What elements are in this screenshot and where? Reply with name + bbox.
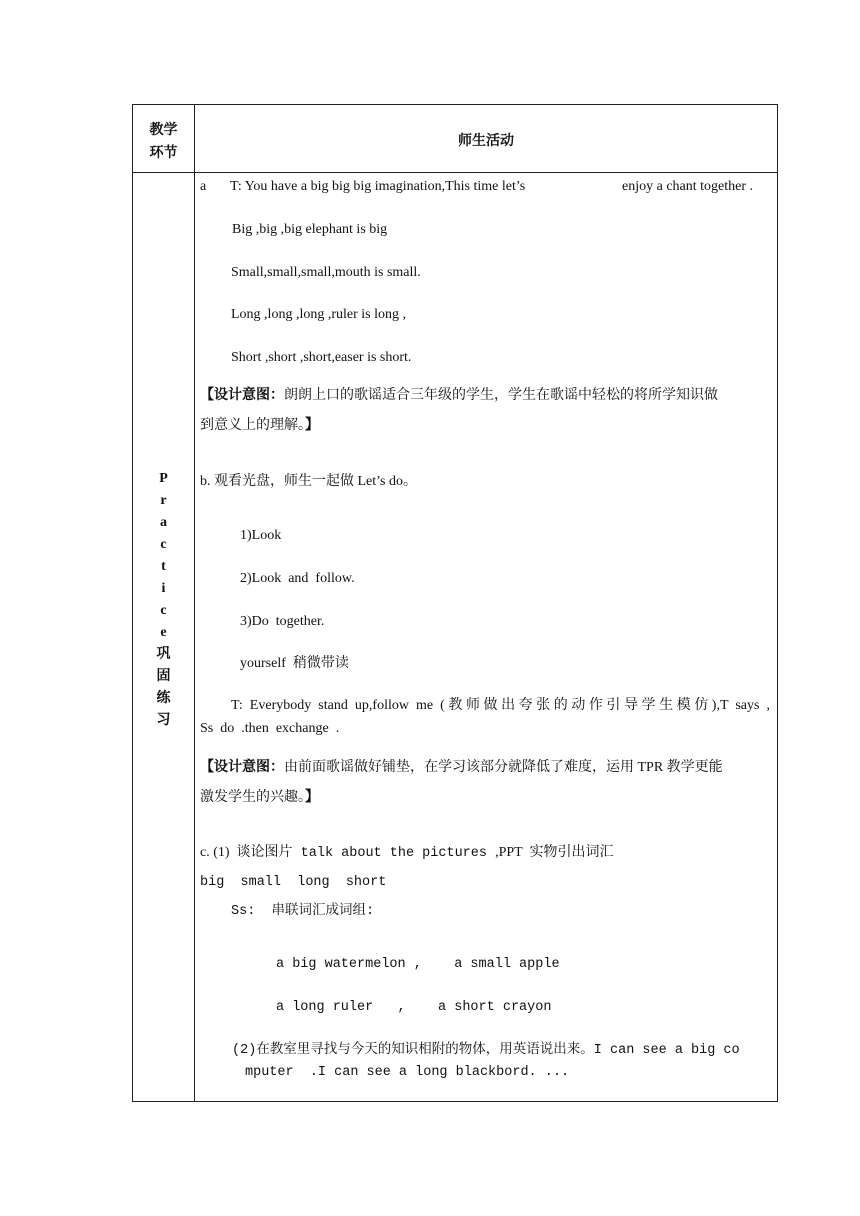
design-intent-1-text-end: 到意义上的理解。 (200, 418, 305, 433)
teacher-instruction-line-1: T: Everybody stand up,follow me (教师做出夸张的动作引导学生模仿),T says , (231, 698, 770, 713)
section-label-char: c (160, 603, 167, 618)
item-c1-line (200, 844, 613, 863)
header-teaching-stage-line-1: 教学 (149, 123, 178, 138)
design-intent-1-line-2 (200, 417, 319, 435)
teacher-instruction-line-2: Ss do .then exchange . (200, 721, 340, 736)
design-intent-1-line-1 (200, 387, 770, 405)
header-row-divider (133, 172, 777, 173)
section-label-char: e (160, 625, 167, 640)
section-label-char: i (161, 581, 166, 596)
item-c1-suffix: ,PPT 实物引出词汇 (495, 845, 614, 860)
vocabulary-words: big small long short (200, 875, 387, 890)
chant-line: Short ,short ,short,easer is short. (231, 350, 412, 365)
design-intent-1-close: 】 (305, 418, 319, 433)
section-label-char: a (160, 515, 167, 530)
design-intent-2-text: 由前面歌谣做好铺垫，在学习该部分就降低了难度，运用 TPR 教学更能 (284, 760, 723, 775)
item-c1-prefix: c. (1) 谈论图片 (200, 845, 293, 860)
section-label-char: t (161, 559, 166, 574)
section-label-char: P (159, 471, 168, 486)
item-a-text-end: enjoy a chant together . (622, 179, 754, 194)
step-line: 1)Look (240, 528, 282, 543)
section-label-practice (133, 468, 194, 732)
step-line: 3)Do together. (240, 614, 325, 629)
chant-line: Small,small,small,mouth is small. (231, 265, 421, 280)
design-intent-2-close: 】 (305, 790, 319, 805)
item-b-line: b. 观看光盘，师生一起做 Let’s do。 (200, 474, 417, 489)
lesson-table (132, 104, 778, 1102)
item-c2-line-1: (2)在教室里寻找与今天的知识相附的物体，用英语说出来。I can see a big co (232, 1043, 740, 1058)
item-a-text: T: You have a big big big imagination,This time let’s (230, 179, 526, 194)
section-label-char: r (160, 493, 167, 508)
section-label-char: 固 (156, 669, 171, 684)
step-line: 2)Look and follow. (240, 571, 355, 586)
section-label-char: c (160, 537, 167, 552)
header-teaching-stage-line-2: 环节 (149, 146, 178, 161)
design-intent-2-line-2 (200, 789, 319, 807)
header-activities: 师生活动 (458, 134, 514, 149)
item-c1-mono: talk about the pictures (292, 846, 496, 861)
design-intent-1-label: 【设计意图： (200, 388, 284, 403)
ss-instruction: Ss: 串联词汇成词组: (231, 904, 375, 919)
section-label-char: 巩 (156, 647, 171, 662)
section-label-char: 习 (156, 713, 171, 728)
item-c2-line-2: mputer .I can see a long blackbord. ... (245, 1065, 570, 1080)
design-intent-2-line-1 (200, 759, 723, 777)
design-intent-2-text-end: 激发学生的兴趣。 (200, 790, 305, 805)
header-teaching-stage (133, 119, 194, 165)
step-line: yourself 稍微带读 (240, 656, 349, 671)
chant-line: Long ,long ,long ,ruler is long , (231, 307, 406, 322)
design-intent-2-label: 【设计意图： (200, 760, 284, 775)
phrase-line: a big watermelon , a small apple (276, 957, 560, 972)
column-divider (194, 105, 195, 1101)
item-a-marker: a (200, 179, 207, 194)
chant-line: Big ,big ,big elephant is big (232, 222, 388, 237)
phrase-line: a long ruler , a short crayon (276, 1000, 552, 1015)
section-label-char: 练 (156, 691, 171, 706)
design-intent-1-text: 朗朗上口的歌谣适合三年级的学生，学生在歌谣中轻松的将所学知识做 (284, 388, 718, 403)
